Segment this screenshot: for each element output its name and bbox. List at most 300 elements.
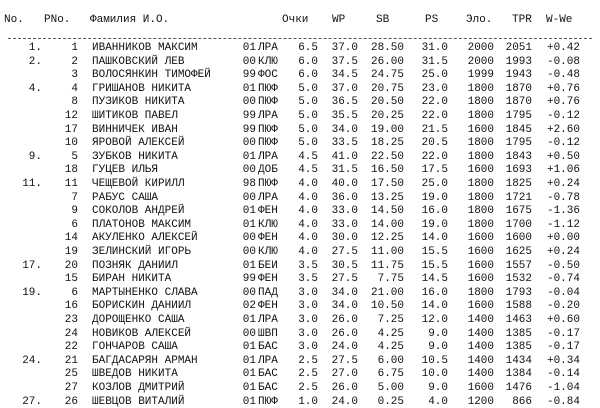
cell-pno: 20 (64, 259, 78, 272)
cell-ps: 25.0 (421, 178, 448, 190)
cell-club: КЛЮ (258, 246, 278, 258)
cell-elo: 1400 (467, 368, 494, 381)
cell-pno: 15 (64, 273, 78, 286)
cell-pno: 24 (64, 327, 78, 340)
cell-points: 5.0 (298, 96, 318, 109)
cell-rating: 01 (242, 314, 256, 326)
cell-name: ЧЕЩЕВОЙ КИРИЛЛ (92, 178, 185, 190)
cell-elo: 1600 (467, 123, 494, 136)
cell-points: 2.5 (298, 382, 318, 394)
cell-sb: 6.00 (377, 354, 404, 367)
cell-name: ДОРОЩЕНКО САША (92, 314, 185, 326)
cell-sb: 0.25 (377, 395, 404, 408)
cell-sb: 11.75 (370, 259, 404, 272)
cell-club: ЛРА (258, 191, 278, 204)
cell-sb: 13.25 (370, 191, 404, 204)
cell-pno: 23 (64, 314, 78, 326)
cell-ps: 22.0 (421, 110, 448, 122)
cell-wp: 30.0 (331, 232, 358, 245)
table-row (0, 287, 600, 299)
cell-sb: 12.25 (370, 232, 404, 245)
cell-points: 6.0 (298, 69, 318, 82)
cell-sb: 16.50 (370, 164, 404, 177)
cell-pno: 16 (64, 300, 78, 313)
cell-pno: 2 (71, 55, 78, 68)
cell-tpr: 866 (512, 395, 532, 408)
cell-name: БАГДАСАРЯН АРМАН (92, 354, 198, 367)
table-row (0, 341, 600, 353)
cell-wp: 34.0 (331, 300, 358, 313)
cell-wwe: -0.08 (546, 55, 580, 68)
cell-pno: 19 (64, 246, 78, 258)
cell-ps: 31.0 (421, 42, 448, 54)
cell-club: ПЮФ (258, 178, 278, 190)
cell-tpr: 1843 (505, 150, 532, 163)
cell-name: БОРИСКИН ДАНИИЛ (92, 300, 192, 313)
table-row (0, 42, 600, 54)
cell-tpr: 1993 (505, 55, 532, 68)
cell-rating: 00 (242, 55, 256, 68)
cell-tpr: 1600 (505, 232, 532, 245)
cell-wp: 27.5 (331, 246, 358, 258)
table-row (0, 164, 600, 176)
cell-club: ФЕН (258, 205, 278, 218)
cell-rating: 00 (242, 327, 256, 340)
cell-pno: 10 (64, 137, 78, 150)
table-row (0, 124, 600, 136)
cell-points: 3.0 (298, 286, 318, 299)
cell-name: ИВАННИКОВ МАКСИМ (92, 42, 198, 54)
cell-points: 5.0 (298, 110, 318, 122)
cell-ps: 19.0 (421, 218, 448, 231)
cell-name: ЯРОВОЙ АЛЕКСЕЙ (92, 137, 185, 150)
cell-name: ПЛАТОНОВ МАКСИМ (92, 218, 192, 231)
cell-rating: 00 (242, 246, 256, 258)
cell-points: 3.5 (298, 259, 318, 272)
cell-tpr: 1845 (505, 123, 532, 136)
cell-wwe: -0.12 (546, 110, 580, 122)
cell-sb: 17.50 (370, 178, 404, 190)
table-row (0, 300, 600, 312)
cell-tpr: 1384 (505, 368, 532, 381)
cell-tpr: 1870 (505, 96, 532, 109)
cell-tpr: 1721 (505, 191, 532, 204)
cell-points: 6.5 (298, 42, 318, 54)
cell-name: НОВИКОВ АЛЕКСЕЙ (92, 327, 192, 340)
cell-rating: 00 (242, 137, 256, 150)
cell-ps: 12.0 (421, 314, 448, 326)
cell-club: КЛЮ (258, 55, 278, 68)
cell-points: 3.0 (298, 314, 318, 326)
cell-tpr: 1476 (505, 382, 532, 394)
cell-club: БАС (258, 382, 278, 394)
cell-name: ПОЗНЯК ДАНИИЛ (92, 259, 178, 272)
cell-sb: 26.00 (370, 55, 404, 68)
header-ps: PS (425, 14, 439, 26)
cell-sb: 18.25 (370, 137, 404, 150)
cell-tpr: 1557 (505, 259, 532, 272)
cell-elo: 1800 (467, 82, 494, 95)
header-name: Фамилия И.О. (90, 14, 170, 26)
cell-tpr: 1434 (505, 354, 532, 367)
cell-name: ШИТИКОВ ПАВЕЛ (92, 110, 178, 122)
cell-elo: 1400 (467, 354, 494, 367)
cell-ps: 16.0 (421, 205, 448, 218)
cell-sb: 4.25 (377, 327, 404, 340)
cell-ps: 25.0 (421, 69, 448, 82)
cell-sb: 11.00 (370, 246, 404, 258)
cell-elo: 1400 (467, 341, 494, 354)
cell-place: 27. (22, 395, 42, 408)
cell-name: РАБУС САША (92, 191, 159, 204)
cell-points: 6.0 (298, 55, 318, 68)
cell-club: ФОС (258, 69, 278, 82)
cell-place: 17. (22, 259, 42, 272)
cell-pno: 9 (71, 205, 78, 218)
cell-wwe: -1.12 (546, 218, 580, 231)
cell-points: 4.0 (298, 246, 318, 258)
cell-elo: 1600 (467, 232, 494, 245)
cell-pno: 21 (64, 354, 78, 367)
table-row (0, 246, 600, 258)
cell-elo: 1800 (467, 205, 494, 218)
cell-elo: 2000 (467, 42, 494, 54)
cell-name: МАРТЫНЕНКО СЛАВА (92, 286, 198, 299)
cell-name: ГРИШАНОВ НИКИТА (92, 82, 192, 95)
cell-pno: 1 (71, 42, 78, 54)
cell-tpr: 2051 (505, 42, 532, 54)
cell-wwe: -0.12 (546, 137, 580, 150)
cell-pno: 27 (64, 382, 78, 394)
cell-wwe: +0.24 (546, 178, 580, 190)
cell-ps: 14.5 (421, 273, 448, 286)
cell-pno: 17 (64, 123, 78, 136)
cell-wwe: +0.34 (546, 354, 580, 367)
cell-wwe: -0.50 (546, 259, 580, 272)
table-row (0, 83, 600, 95)
table-row (0, 110, 600, 122)
table-row (0, 192, 600, 204)
cell-wwe: +1.06 (546, 164, 580, 177)
cell-sb: 24.75 (370, 69, 404, 82)
cell-wwe: -0.74 (546, 273, 580, 286)
cell-pno: 5 (71, 150, 78, 163)
cell-tpr: 1700 (505, 218, 532, 231)
cell-ps: 22.0 (421, 96, 448, 109)
cell-points: 3.0 (298, 300, 318, 313)
cell-sb: 21.00 (370, 286, 404, 299)
cell-club: ЛРА (258, 314, 278, 326)
cell-wwe: +0.00 (546, 232, 580, 245)
cell-pno: 12 (64, 110, 78, 122)
cell-wp: 41.0 (331, 150, 358, 163)
table-row (0, 328, 600, 340)
cell-ps: 9.0 (428, 382, 448, 394)
cell-rating: 01 (242, 205, 256, 218)
cell-rating: 01 (242, 82, 256, 95)
cell-rating: 01 (242, 259, 256, 272)
cell-wp: 31.5 (331, 164, 358, 177)
table-row (0, 382, 600, 394)
header-sb: SB (376, 14, 390, 26)
cell-club: ДОБ (258, 164, 278, 177)
cell-ps: 21.5 (421, 123, 448, 136)
table-row (0, 56, 600, 68)
cell-points: 4.0 (298, 178, 318, 190)
cell-wp: 37.5 (331, 55, 358, 68)
cell-wp: 37.0 (331, 82, 358, 95)
cell-rating: 02 (242, 300, 256, 313)
cell-points: 2.5 (298, 354, 318, 367)
cell-wp: 36.5 (331, 96, 358, 109)
cell-sb: 19.00 (370, 123, 404, 136)
cell-points: 4.0 (298, 232, 318, 245)
cell-rating: 99 (242, 110, 256, 122)
header-no: No. (4, 14, 24, 26)
cell-ps: 15.5 (421, 259, 448, 272)
cell-wp: 33.0 (331, 218, 358, 231)
cell-wp: 27.0 (331, 368, 358, 381)
cell-elo: 2000 (467, 55, 494, 68)
cell-place: 4. (28, 82, 42, 95)
cell-pno: 4 (71, 82, 78, 95)
cell-points: 3.0 (298, 341, 318, 354)
cell-tpr: 1825 (505, 178, 532, 190)
cell-elo: 1600 (467, 246, 494, 258)
cell-wp: 33.5 (331, 137, 358, 150)
cell-sb: 20.25 (370, 110, 404, 122)
cell-elo: 1800 (467, 110, 494, 122)
cell-sb: 14.00 (370, 218, 404, 231)
cell-pno: 8 (71, 96, 78, 109)
cell-place: 24. (22, 354, 42, 367)
cell-sb: 10.50 (370, 300, 404, 313)
cell-name: ЗЕЛИНСКИЙ ИГОРЬ (92, 246, 192, 258)
cell-wp: 30.5 (331, 259, 358, 272)
cell-rating: 00 (242, 232, 256, 245)
cell-ps: 4.0 (428, 395, 448, 408)
cell-wp: 36.0 (331, 191, 358, 204)
cell-tpr: 1625 (505, 246, 532, 258)
cell-elo: 1200 (467, 395, 494, 408)
cell-ps: 31.5 (421, 55, 448, 68)
cell-club: БАС (258, 368, 278, 381)
cell-sb: 5.00 (377, 382, 404, 394)
cell-ps: 22.0 (421, 150, 448, 163)
cell-pno: 11 (64, 178, 78, 190)
cell-name: ВИННИЧЕК ИВАН (92, 123, 178, 136)
cell-tpr: 1870 (505, 82, 532, 95)
cell-wp: 26.0 (331, 327, 358, 340)
cell-club: ПЮФ (258, 82, 278, 95)
cell-wwe: -0.20 (546, 300, 580, 313)
cell-wp: 35.5 (331, 110, 358, 122)
cell-rating: 01 (242, 42, 256, 54)
cell-club: БАС (258, 341, 278, 354)
table-row (0, 219, 600, 231)
table-row (0, 137, 600, 149)
table-row (0, 355, 600, 367)
cell-pno: 7 (71, 191, 78, 204)
header-tpr: TPR (512, 14, 532, 26)
cell-rating: 01 (242, 341, 256, 354)
cell-rating: 01 (242, 354, 256, 367)
table-row (0, 178, 600, 190)
cell-rating: 00 (242, 164, 256, 177)
cell-rating: 00 (242, 286, 256, 299)
cell-tpr: 1943 (505, 69, 532, 82)
cell-sb: 20.50 (370, 96, 404, 109)
cell-rating: 98 (242, 178, 256, 190)
cell-rating: 00 (242, 96, 256, 109)
cell-sb: 4.25 (377, 341, 404, 354)
table-row (0, 396, 600, 408)
cell-ps: 19.0 (421, 191, 448, 204)
cell-wwe: +0.60 (546, 314, 580, 326)
cell-points: 5.0 (298, 82, 318, 95)
cell-ps: 10.5 (421, 354, 448, 367)
cell-tpr: 1588 (505, 300, 532, 313)
table-row (0, 273, 600, 285)
cell-wp: 37.0 (331, 42, 358, 54)
header-wp: WP (332, 14, 346, 26)
cell-sb: 20.75 (370, 82, 404, 95)
cell-club: ФЕН (258, 273, 278, 286)
cell-wwe: -0.17 (546, 341, 580, 354)
cell-wp: 27.5 (331, 354, 358, 367)
cell-tpr: 1385 (505, 341, 532, 354)
cell-name: ВОЛОСЯНКИН ТИМОФЕЙ (92, 69, 211, 82)
cell-place: 1. (28, 42, 42, 54)
cell-tpr: 1463 (505, 314, 532, 326)
cell-wwe: -0.14 (546, 368, 580, 381)
cell-points: 3.0 (298, 327, 318, 340)
cell-points: 4.0 (298, 191, 318, 204)
cell-wp: 26.0 (331, 382, 358, 394)
cell-ps: 17.5 (421, 164, 448, 177)
cell-wwe: -0.78 (546, 191, 580, 204)
header-elo: Эло. (466, 14, 493, 26)
cell-tpr: 1795 (505, 110, 532, 122)
cell-sb: 7.25 (377, 314, 404, 326)
cell-club: ФЕН (258, 300, 278, 313)
cell-tpr: 1675 (505, 205, 532, 218)
cell-pno: 18 (64, 164, 78, 177)
cell-wwe: +0.24 (546, 246, 580, 258)
cell-club: ЛРА (258, 110, 278, 122)
cell-rating: 01 (242, 218, 256, 231)
cell-rating: 01 (242, 368, 256, 381)
cell-rating: 01 (242, 382, 256, 394)
cell-club: ПЮФ (258, 96, 278, 109)
cell-pno: 6 (71, 286, 78, 299)
cell-rating: 01 (242, 150, 256, 163)
cell-name: ЗУБКОВ НИКИТА (92, 150, 178, 163)
cell-tpr: 1693 (505, 164, 532, 177)
cell-tpr: 1793 (505, 286, 532, 299)
cell-wwe: -0.04 (546, 286, 580, 299)
cell-rating: 99 (242, 273, 256, 286)
cell-wwe: -0.48 (546, 69, 580, 82)
cell-points: 3.5 (298, 273, 318, 286)
cell-points: 4.5 (298, 150, 318, 163)
cell-elo: 1600 (467, 300, 494, 313)
table-row (0, 151, 600, 163)
cell-rating: 99 (242, 69, 256, 82)
cell-ps: 14.0 (421, 232, 448, 245)
cell-club: ЛРА (258, 42, 278, 54)
cell-wp: 34.0 (331, 286, 358, 299)
cell-pno: 3 (71, 69, 78, 82)
cell-ps: 15.5 (421, 246, 448, 258)
cell-place: 11. (22, 178, 42, 190)
cell-wwe: -0.17 (546, 327, 580, 340)
cell-club: ФЕН (258, 232, 278, 245)
cell-place: 19. (22, 286, 42, 299)
cell-ps: 23.0 (421, 82, 448, 95)
cell-wwe: -0.84 (546, 395, 580, 408)
cell-wp: 33.0 (331, 205, 358, 218)
table-row (0, 368, 600, 380)
cell-name: АКУЛЕНКО АЛЕКСЕЙ (92, 232, 198, 245)
cell-sb: 6.75 (377, 368, 404, 381)
cell-pno: 26 (64, 395, 78, 408)
table-row (0, 232, 600, 244)
cell-wp: 34.5 (331, 69, 358, 82)
cell-pno: 6 (71, 218, 78, 231)
cell-place: 9. (28, 150, 42, 163)
cell-elo: 1400 (467, 327, 494, 340)
cell-wwe: -1.36 (546, 205, 580, 218)
cell-elo: 1600 (467, 259, 494, 272)
cell-club: КЛЮ (258, 218, 278, 231)
table-row (0, 314, 600, 326)
cell-place: 2. (28, 55, 42, 68)
cell-elo: 1800 (467, 178, 494, 190)
cell-elo: 1800 (467, 96, 494, 109)
cell-name: ШВЕДОВ НИКИТА (92, 368, 178, 381)
cell-club: ЛРА (258, 150, 278, 163)
cell-elo: 1800 (467, 286, 494, 299)
header-wwe: W-We (546, 14, 573, 26)
cell-name: ШЕВЦОВ ВИТАЛИЙ (92, 395, 185, 408)
cell-ps: 20.5 (421, 137, 448, 150)
cell-sb: 28.50 (370, 42, 404, 54)
cell-points: 5.0 (298, 123, 318, 136)
cell-elo: 1600 (467, 382, 494, 394)
cell-pno: 25 (64, 368, 78, 381)
cell-club: ЛРА (258, 354, 278, 367)
cell-club: ПЮФ (258, 123, 278, 136)
cell-tpr: 1385 (505, 327, 532, 340)
cell-elo: 1800 (467, 191, 494, 204)
cell-points: 4.5 (298, 164, 318, 177)
cell-wp: 24.0 (331, 341, 358, 354)
cell-elo: 1600 (467, 273, 494, 286)
cell-rating: 01 (242, 395, 256, 408)
cell-ps: 9.0 (428, 341, 448, 354)
cell-tpr: 1532 (505, 273, 532, 286)
cell-wp: 24.0 (331, 395, 358, 408)
cell-name: СОКОЛОВ АНДРЕЙ (92, 205, 185, 218)
cell-points: 4.0 (298, 205, 318, 218)
cell-points: 1.0 (298, 395, 318, 408)
cell-ps: 10.0 (421, 368, 448, 381)
cell-rating: 99 (242, 123, 256, 136)
cell-wwe: +0.76 (546, 82, 580, 95)
cell-name: БИРАН НИКИТА (92, 273, 172, 286)
cell-ps: 9.0 (428, 327, 448, 340)
